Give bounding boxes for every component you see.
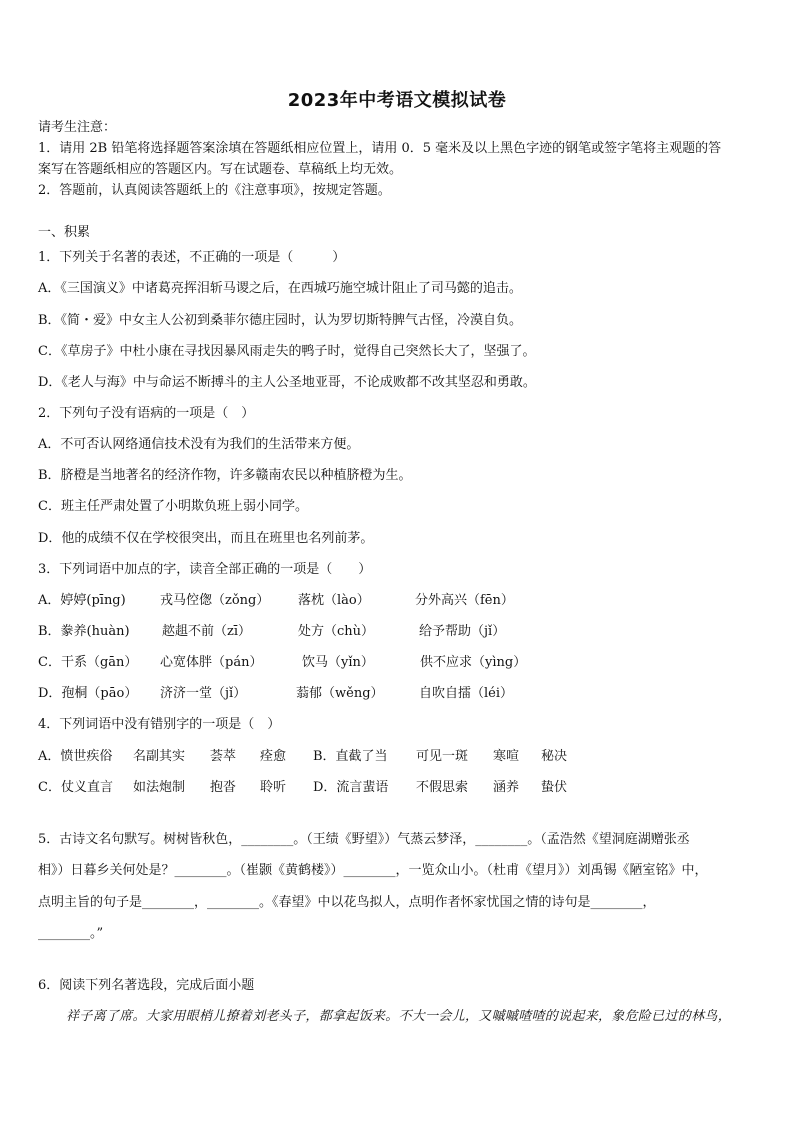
section-heading: 一、积累 xyxy=(38,225,91,240)
q4-item: 可见一斑 xyxy=(416,749,469,764)
q4-item: C．仗义直言 xyxy=(38,780,113,795)
q2-stem: 2．下列句子没有语病的一项是（ ） xyxy=(38,406,255,421)
q4-item: 痊愈 xyxy=(260,749,287,764)
notice-item-1-cont: 案写在答题纸相应的答题区内。写在试题卷、草稿纸上均无效。 xyxy=(38,162,403,177)
q3-item: 心宽体胖（pán） xyxy=(160,655,263,670)
q3-item: 给予帮助（jǐ） xyxy=(419,624,506,639)
q5-line-4: ________。” xyxy=(38,926,104,941)
notice-item-1: 1．请用 2B 铅笔将选择题答案涂填在答题纸相应位置上，请用 0．5 毫米及以上黑色字迹的钢笔或签字笔将主观题的答 xyxy=(38,141,722,156)
q3-item: 落枕（lào） xyxy=(298,593,370,608)
q2-option-a: A．不可否认网络通信技术没有为我们的生活带来方便。 xyxy=(38,437,360,452)
q4-item: 寒喧 xyxy=(493,749,520,764)
q3-item: 分外高兴（fēn） xyxy=(415,593,514,608)
q4-item: 抱沓 xyxy=(210,780,237,795)
q2-option-d: D．他的成绩不仅在学校很突出，而且在班里也名列前茅。 xyxy=(38,531,374,546)
q4-item: 如法炮制 xyxy=(133,780,186,795)
q1-option-c: C．《草房子》中杜小康在寻找因暴风雨走失的鸭子时，觉得自己突然长大了，坚强了。 xyxy=(38,344,536,359)
q4-item: 秘决 xyxy=(541,749,568,764)
q3-item: 戎马倥偬（zǒng） xyxy=(160,593,270,608)
q1-stem: 1．下列关于名著的表述，不正确的一项是（ ） xyxy=(38,250,346,265)
q3-item: 趑趄不前（zī） xyxy=(162,624,252,639)
q5-line-1: 5．古诗文名句默写。树树皆秋色，________。（王绩《野望》）气蒸云梦泽，________。（孟浩然《望洞庭湖赠张丞 xyxy=(38,832,690,847)
q4-item: D．流言蜚语 xyxy=(313,780,389,795)
q1-option-d: D．《老人与海》中与命运不断搏斗的主人公圣地亚哥，不论成败都不改其坚忍和勇敢。 xyxy=(38,375,536,390)
q3-item: 蓊郁（wěng） xyxy=(296,686,384,701)
q3-item: 济济一堂（jǐ） xyxy=(160,686,247,701)
q4-item: 蛰伏 xyxy=(541,780,568,795)
q6-passage: 祥子离了席。大家用眼梢儿撩着刘老头子，都拿起饭来。不大一会儿，又嘁嘁喳喳的说起来，象危险已过的林鸟， xyxy=(66,1009,732,1024)
q3-item: 供不应求（yìng） xyxy=(420,655,527,670)
q3-item: C．干系（gān） xyxy=(38,655,138,670)
q4-item: A．愤世疾俗 xyxy=(38,749,113,764)
q1-option-b: B．《简・爱》中女主人公初到桑菲尔德庄园时，认为罗切斯特脾气古怪，冷漠自负。 xyxy=(38,313,523,328)
q3-item: A．婷婷(pīng) xyxy=(38,593,126,608)
q4-item: 聆听 xyxy=(260,780,287,795)
q1-option-a: A．《三国演义》中诸葛亮挥泪斩马谡之后，在西城巧施空城计阻止了司马懿的追击。 xyxy=(38,281,522,296)
q3-item: 饮马（yǐn） xyxy=(302,655,374,670)
q4-item: 不假思索 xyxy=(416,780,469,795)
q4-item: B．直截了当 xyxy=(313,749,388,764)
q4-item: 涵养 xyxy=(493,780,520,795)
q5-line-2: 相》）日暮乡关何处是？________。（崔颢《黄鹤楼》）________，一览众山小。（杜甫《望月》）刘禹锡《陋室铭》中， xyxy=(38,863,708,878)
page-title: 2023年中考语文模拟试卷 xyxy=(287,90,507,111)
q5-line-3: 点明主旨的句子是________，________。《春望》中以花鸟拟人，点明作者怀家忧国之情的诗句是________， xyxy=(38,895,656,910)
notice-item-2: 2．答题前，认真阅读答题纸上的《注意事项》，按规定答题。 xyxy=(38,183,391,198)
notice-heading: 请考生注意： xyxy=(38,120,117,135)
q2-option-b: B．脐橙是当地著名的经济作物，许多赣南农民以种植脐橙为生。 xyxy=(38,468,412,483)
q2-option-c: C．班主任严肃处置了小明欺负班上弱小同学。 xyxy=(38,499,308,514)
q6-stem: 6．阅读下列名著选段，完成后面小题 xyxy=(38,978,255,993)
q4-stem: 4．下列词语中没有错别字的一项是（ ） xyxy=(38,717,281,732)
q3-item: B．豢养(huàn) xyxy=(38,624,130,639)
q3-stem: 3．下列词语中加点的字，读音全部正确的一项是（ ） xyxy=(38,562,372,577)
q3-item: 自吹自擂（léi） xyxy=(419,686,514,701)
q4-item: 荟萃 xyxy=(210,749,237,764)
q4-item: 名副其实 xyxy=(133,749,186,764)
q3-item: D．孢桐（pāo） xyxy=(38,686,138,701)
q3-item: 处方（chù） xyxy=(298,624,375,639)
